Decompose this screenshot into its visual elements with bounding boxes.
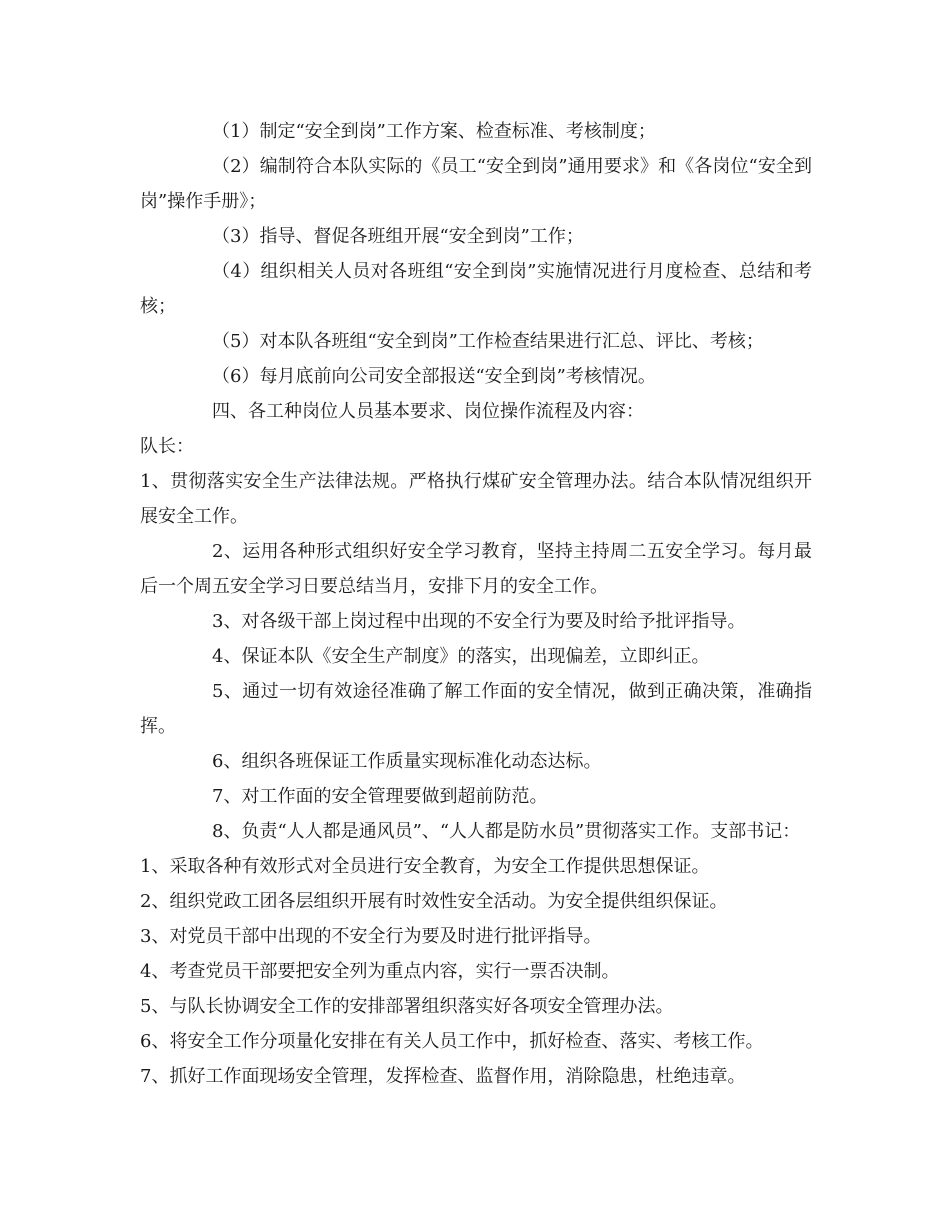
paragraph: 5、与队长协调安全工作的安排部署组织落实好各项安全管理办法。 — [140, 996, 674, 1017]
paragraph: （2）编制符合本队实际的《员工“安全到岗”通用要求》和《各岗位“安全到岗”操作手册》； — [140, 156, 812, 212]
paragraph: 6、将安全工作分项量化安排在有关人员工作中，抓好检查、落实、考核工作。 — [140, 1031, 764, 1052]
paragraph: （6）每月底前向公司安全部报送“安全到岗”考核情况。 — [212, 366, 656, 387]
paragraph: （1）制定“安全到岗”工作方案、检查标准、考核制度； — [212, 121, 656, 142]
paragraph: （3）指导、督促各班组开展“安全到岗”工作； — [212, 226, 584, 247]
paragraph: 3、对党员干部中出现的不安全行为要及时进行批评指导。 — [140, 926, 602, 947]
paragraph: 4、考查党员干部要把安全列为重点内容，实行一票否决制。 — [140, 961, 620, 982]
paragraph: （4）组织相关人员对各班组“安全到岗”实施情况进行月度检查、总结和考核； — [140, 261, 812, 317]
paragraph: 2、组织党政工团各层组织开展有时效性安全活动。为安全提供组织保证。 — [140, 891, 728, 912]
paragraph: （5）对本队各班组“安全到岗”工作检查结果进行汇总、评比、考核； — [212, 331, 764, 352]
paragraph: 6、组织各班保证工作质量实现标准化动态达标。 — [212, 751, 602, 772]
paragraph: 7、抓好工作面现场安全管理，发挥检查、监督作用，消除隐患，杜绝违章。 — [140, 1066, 746, 1087]
paragraph: 1、贯彻落实安全生产法律法规。严格执行煤矿安全管理办法。结合本队情况组织开展安全工作。 — [140, 471, 812, 527]
section-heading: 四、各工种岗位人员基本要求、岗位操作流程及内容： — [212, 401, 644, 422]
paragraph: 4、保证本队《安全生产制度》的落实，出现偏差，立即纠正。 — [212, 646, 710, 667]
role-heading-captain: 队长： — [140, 436, 194, 457]
paragraph: 7、对工作面的安全管理要做到超前防范。 — [212, 786, 548, 807]
paragraph: 5、通过一切有效途径准确了解工作面的安全情况，做到正确决策，准确指挥。 — [140, 681, 812, 737]
paragraph: 2、运用各种形式组织好安全学习教育，坚持主持周二五安全学习。每月最后一个周五安全学习日要总结当月，安排下月的安全工作。 — [140, 541, 812, 597]
document-body — [140, 114, 812, 1094]
paragraph: 8、负责“人人都是通风员”、“人人都是防水员”贯彻落实工作。支部书记： — [212, 821, 801, 842]
paragraph: 3、对各级干部上岗过程中出现的不安全行为要及时给予批评指导。 — [212, 611, 746, 632]
paragraph: 1、采取各种有效形式对全员进行安全教育，为安全工作提供思想保证。 — [140, 856, 710, 877]
